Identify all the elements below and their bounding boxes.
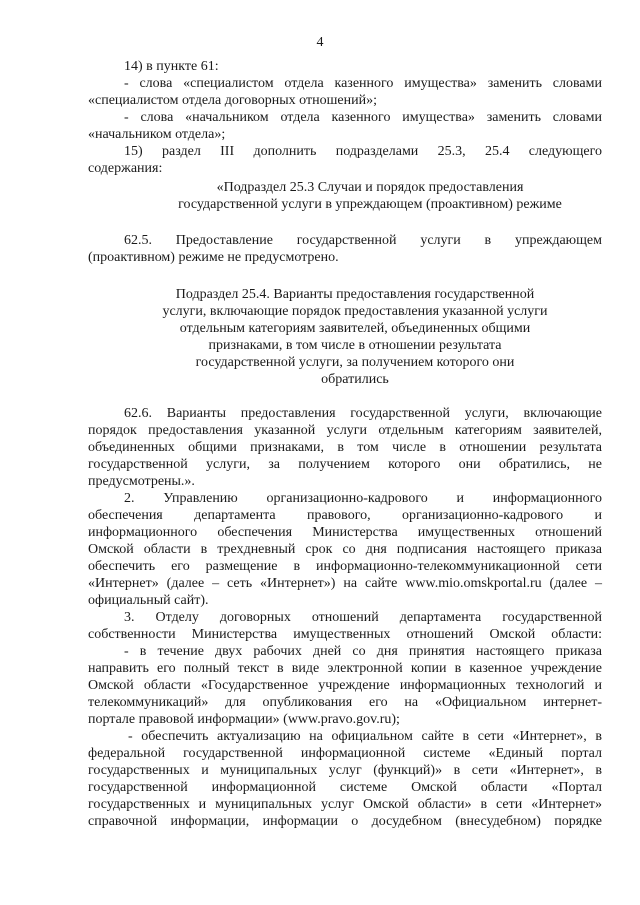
text-line: федеральной государственной информационной системе «Единый портал xyxy=(88,746,602,761)
text-line: содержания: xyxy=(88,161,163,176)
text-line: «начальником отдела»; xyxy=(88,127,226,142)
text-line: справочной информации, информации о досудебном (внесудебном) порядке xyxy=(88,814,602,829)
text-line: 62.5. Предоставление государственной услуги в упреждающем xyxy=(124,233,602,248)
text-line: порядок предоставления указанной услуги отдельным категориям заявителей, xyxy=(88,423,602,438)
text-line: обеспечения департамента правового, организационно-кадрового и xyxy=(88,508,602,523)
text-line: Омской области «Государственное учреждение информационных технологий и xyxy=(88,678,602,693)
heading-line: обратились xyxy=(321,372,389,387)
heading-line: государственной услуги в упреждающем (проактивном) режиме xyxy=(178,197,562,212)
text-line: официальный сайт). xyxy=(88,593,209,608)
subsection-25-3-heading xyxy=(150,179,590,213)
text-line: 3. Отделу договорных отношений департамента государственной xyxy=(124,610,602,625)
amendment-items xyxy=(88,58,602,177)
subsection-25-4-heading xyxy=(142,286,568,388)
text-line: «Интернет» (далее – сеть «Интернет») на сайте www.mio.omskportal.ru (далее – xyxy=(88,576,602,591)
text-line: 14) в пункте 61: xyxy=(124,59,219,74)
heading-line: государственной услуги, за получением которого они xyxy=(195,355,515,370)
text-line: государственных и муниципальных услуг Омской области» в сети «Интернет» xyxy=(88,797,602,812)
text-line: 2. Управлению организационно-кадрового и информационного xyxy=(124,491,602,506)
text-line: государственных и муниципальных услуг (функций)» в сети «Интернет», в xyxy=(88,763,602,778)
text-line: информационного обеспечения Министерства имущественных отношений xyxy=(88,525,602,540)
text-line: - слова «специалистом отдела казенного имущества» заменить словами xyxy=(124,76,602,91)
text-line: направить его полный текст в виде электронной копии в казенное учреждение xyxy=(88,661,602,676)
text-line: телекоммуникаций» для опубликования его на «Официальном интернет- xyxy=(88,695,602,710)
paragraph-62-5 xyxy=(88,232,602,266)
heading-line: отдельным категориям заявителей, объединенных общими xyxy=(179,321,531,336)
text-line: государственной информационной системе Омской области «Портал xyxy=(88,780,602,795)
text-line: государственной услуги, за получением которого они обратились, не xyxy=(88,457,602,472)
heading-line: признаками, в том числе в отношении результата xyxy=(208,338,502,353)
text-line: «специалистом отдела договорных отношений»; xyxy=(88,93,377,108)
text-line: портале правовой информации» (www.pravo.gov.ru); xyxy=(88,712,400,727)
main-body xyxy=(88,405,602,830)
text-line: - слова «начальником отдела казенного имущества» заменить словами xyxy=(124,110,602,125)
page-number: 4 xyxy=(316,35,324,50)
text-line: - в течение двух рабочих дней со дня принятия настоящего приказа xyxy=(124,644,602,659)
text-line: предусмотрены.». xyxy=(88,474,195,489)
heading-line: услуги, включающие порядок предоставления указанной услуги xyxy=(162,304,548,319)
text-line: Омской области в трехдневный срок со дня подписания настоящего приказа xyxy=(88,542,602,557)
text-line: (проактивном) режиме не предусмотрено. xyxy=(88,250,339,265)
heading-line: «Подраздел 25.3 Случаи и порядок предоставления xyxy=(216,180,524,195)
heading-line: Подраздел 25.4. Варианты предоставления государственной xyxy=(175,287,535,302)
text-line: обеспечить его размещение в информационно-телекоммуникационной сети xyxy=(88,559,602,574)
text-line: - обеспечить актуализацию на официальном сайте в сети «Интернет», в xyxy=(128,729,602,744)
text-line: 15) раздел III дополнить подразделами 25.3, 25.4 следующего xyxy=(124,144,602,159)
text-line: объединенных общими признаками, в том числе в отношении результата xyxy=(88,440,602,455)
text-line: 62.6. Варианты предоставления государственной услуги, включающие xyxy=(124,406,602,421)
text-line: собственности Министерства имущественных отношений Омской области: xyxy=(88,627,602,642)
